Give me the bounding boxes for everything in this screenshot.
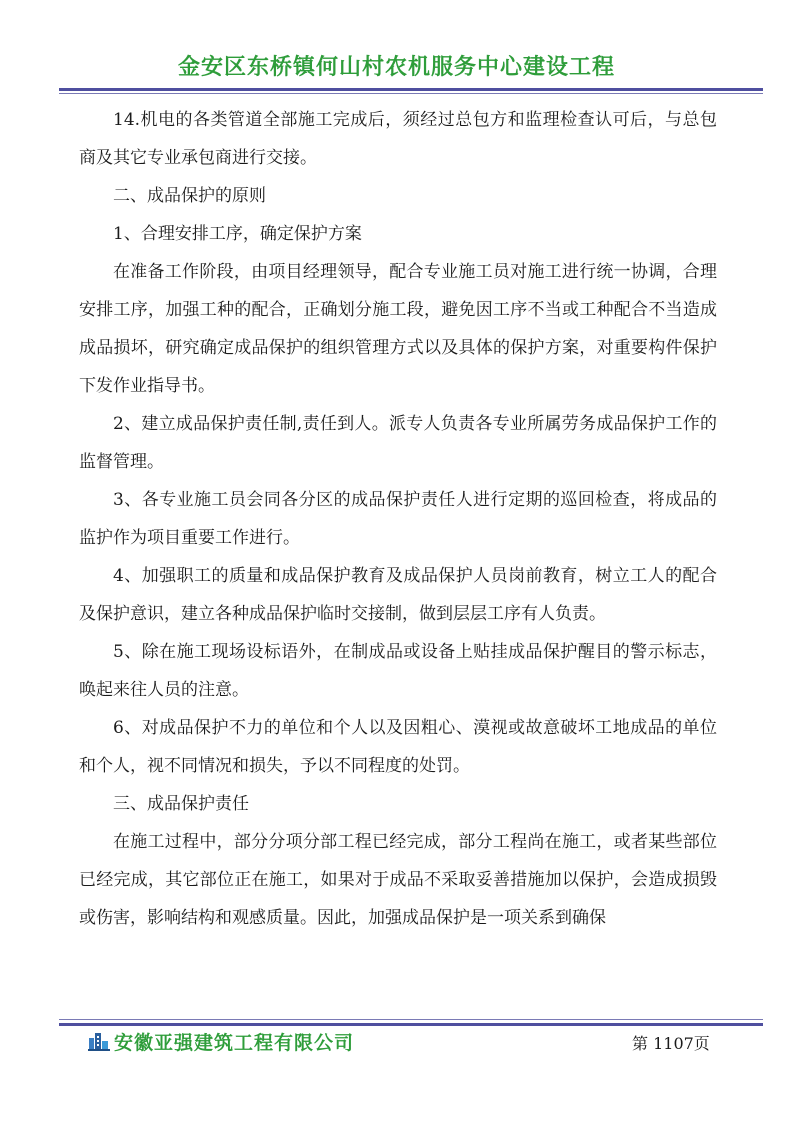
footer-company-block bbox=[88, 1028, 354, 1055]
section-heading: 二、成品保护的原则 bbox=[113, 186, 266, 206]
body-paragraph: 3、各专业施工员会同各分区的成品保护责任人进行定期的巡回检查，将成品的监护作为项目重要工作进行。 bbox=[79, 490, 717, 548]
body-paragraph: 14.机电的各类管道全部施工完成后，须经过总包方和监理检查认可后，与总包商及其它专业承包商进行交接。 bbox=[79, 110, 717, 168]
footer-company-name: 安徽亚强建筑工程有限公司 bbox=[114, 1032, 355, 1054]
body-paragraph: 在施工过程中，部分分项分部工程已经完成，部分工程尚在施工，或者某些部位已经完成，其它部位正在施工，如果对于成品不采取妥善措施加以保护，会造成损毁或伤害，影响结构和观感质量。因此，加强成品保护是一项关系到确保 bbox=[79, 832, 717, 928]
building-logo-icon bbox=[88, 1029, 110, 1055]
footer-rule-thin bbox=[59, 1019, 763, 1020]
body-paragraph: 2、建立成品保护责任制,责任到人。派专人负责各专业所属劳务成品保护工作的监督管理。 bbox=[79, 414, 717, 472]
body-paragraph: 6、对成品保护不力的单位和个人以及因粗心、漠视或故意破坏工地成品的单位和个人，视不同情况和损失，予以不同程度的处罚。 bbox=[79, 718, 717, 776]
page-header-title: 金安区东桥镇何山村农机服务中心建设工程 bbox=[177, 54, 615, 80]
body-paragraph: 5、除在施工现场设标语外，在制成品或设备上贴挂成品保护醒目的警示标志，唤起来往人员的注意。 bbox=[79, 642, 717, 700]
section-heading: 三、成品保护责任 bbox=[113, 794, 249, 814]
subsection-heading: 1、合理安排工序，确定保护方案 bbox=[113, 224, 362, 244]
footer-rule-thick bbox=[59, 1023, 763, 1026]
body-paragraph: 在准备工作阶段，由项目经理领导，配合专业施工员对施工进行统一协调，合理安排工序，加强工种的配合，正确划分施工段，避免因工序不当或工种配合不当造成成品损坏，研究确定成品保护的组织管理方式以及具体的保护方案，对重要构件保护下发作业指导书。 bbox=[79, 262, 717, 396]
page-number: 第 1107页 bbox=[632, 1034, 710, 1053]
header-rule-thick bbox=[59, 88, 763, 91]
body-paragraph: 4、加强职工的质量和成品保护教育及成品保护人员岗前教育，树立工人的配合及保护意识，建立各种成品保护临时交接制，做到层层工序有人负责。 bbox=[79, 566, 717, 624]
header-rule-thin bbox=[59, 93, 763, 94]
document-body bbox=[79, 101, 717, 937]
